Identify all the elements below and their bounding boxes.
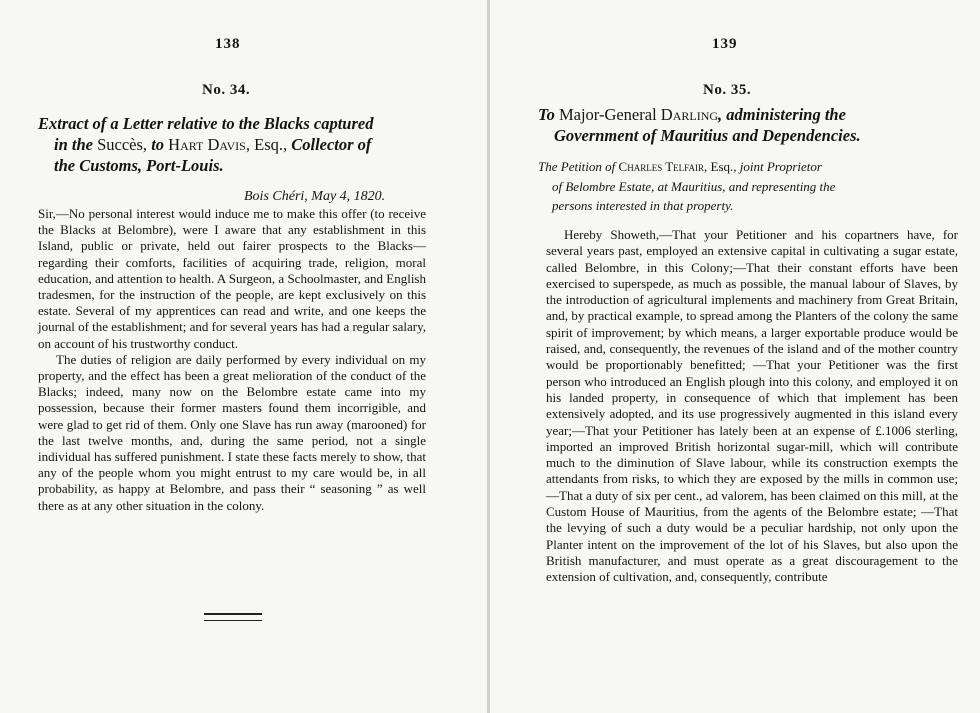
right-document-number: No. 35. xyxy=(703,82,752,98)
petitioner-name: Charles Telfair xyxy=(618,159,704,174)
right-heading-line1 xyxy=(538,104,958,125)
left-body-text xyxy=(38,206,426,514)
left-heading-to: to xyxy=(151,135,165,154)
right-body-text xyxy=(546,227,958,586)
left-document-number: No. 34. xyxy=(202,82,251,98)
petition-subheading-line1 xyxy=(538,157,958,177)
left-paragraph-1: Sir,—No personal interest would induce me to make this offer (to receive the Blacks at Belombre), were I aware that any establishment in this Island, public or private, held out fairer prospects to the Blacks—regarding their comforts, facilities of acquiring trade, religion, moral education, and attention to health. A Surgeon, a Schoolmaster, and English tradesmen, for the instruction of the people, are kept exclusively on this estate. Several of my apprentices can read and write, and one keeps the journal of the establishment; and for several years has had a regular salary, on account of his trustworthy conduct. xyxy=(38,206,426,351)
right-paragraph-1: Hereby Showeth,—That your Petitioner and his copartners have, for several years past, employed an extensive capital in cultivating a sugar estate, called Belombre, in this Colony;—That their constant efforts have been exercised to superspede, as much as possible, the manual labour of Slaves, by the introduction of agricultural implements and machinery from Great Britain, and, by practical example, to spread among the Planters of the colony the same spirit of improvement; by which means, a larger exportable produce would be raised, and, consequently, the revenues of the island and of the mother country would be proportionably benefitted; —That your Petitioner was the first person who introduced an English plough into this colony, and employed it on his landed property, in consequence of which that implement has been extensively adopted, and its use progressively augmented in this island every year;—That your Petitioner has lately been at an expense of £.1006 sterling, imported an improved British horizontal sugar-mill, which will contribute much to the diminution of Slave labour, while its construction exempts the attendants from risks, to which they are exposed by the mills in common use;—That a duty of six per cent., ad valorem, has been claimed on this mill, at the Custom House of Mauritius, from the agents of the Belombre estate; —That the levying of such a duty would be a peculiar hardship, not only upon the Planter intent on the improvement of the lot of his Slaves, but also upon the British manufacturer, and must operate as a great discouragement to the extension of cultivation, and, consequently, contribute xyxy=(546,227,958,585)
recipient-esq: , Esq., xyxy=(245,135,288,154)
recipient-name: Hart Davis xyxy=(168,135,246,154)
right-heading-rank: Major-General xyxy=(558,105,657,124)
right-heading-line1-post: , administering the xyxy=(718,105,846,124)
section-divider-rule xyxy=(204,613,262,621)
right-page xyxy=(490,0,980,713)
petition-subheading-line2: of Belombre Estate, at Mauritius, and representing the xyxy=(552,178,836,194)
recipient-title: Collector of xyxy=(291,135,372,154)
letter-date: Bois Chéri, May 4, 1820. xyxy=(244,189,386,204)
left-page-number: 138 xyxy=(215,36,241,52)
left-heading-line1: Extract of a Letter relative to the Blacks captured xyxy=(38,114,374,133)
left-heading-line3: the Customs, Port-Louis. xyxy=(54,156,224,175)
governor-name: Darling xyxy=(660,105,719,124)
petitioner-role: joint Proprietor xyxy=(739,159,822,174)
right-heading-to: To xyxy=(538,105,555,124)
left-heading-pre: in the xyxy=(54,135,93,154)
petition-subheading-line3: persons interested in that property. xyxy=(552,198,734,213)
left-paragraph-2: The duties of religion are daily performed by every individual on my property, and the effect has been a great melioration of the conduct of the Blacks; indeed, many now on the Belombre estate came into my possession, because their former masters found them incorrigible, and were glad to get rid of them. Only one Slave has run away (marooned) for the last twelve months, and, during the same period, not a single individual has suffered punishment. I state these facts merely to show, that any of the people whom you might entrust to my care would be, in all probability, as happy at Belombre, and pass their “ seasoning ” as well there as at any other situation in the colony. xyxy=(38,351,426,513)
right-page-number: 139 xyxy=(712,36,738,52)
right-heading xyxy=(538,104,958,146)
petition-pre: The Petition of xyxy=(538,159,616,174)
left-heading xyxy=(38,113,448,176)
ship-name: Succès, xyxy=(97,135,148,154)
left-heading-line2 xyxy=(38,134,448,155)
right-heading-line2: Government of Mauritius and Dependencies. xyxy=(554,126,861,145)
petitioner-esq: , Esq., xyxy=(704,159,737,174)
left-page xyxy=(0,0,487,713)
petition-subheading xyxy=(538,157,958,216)
